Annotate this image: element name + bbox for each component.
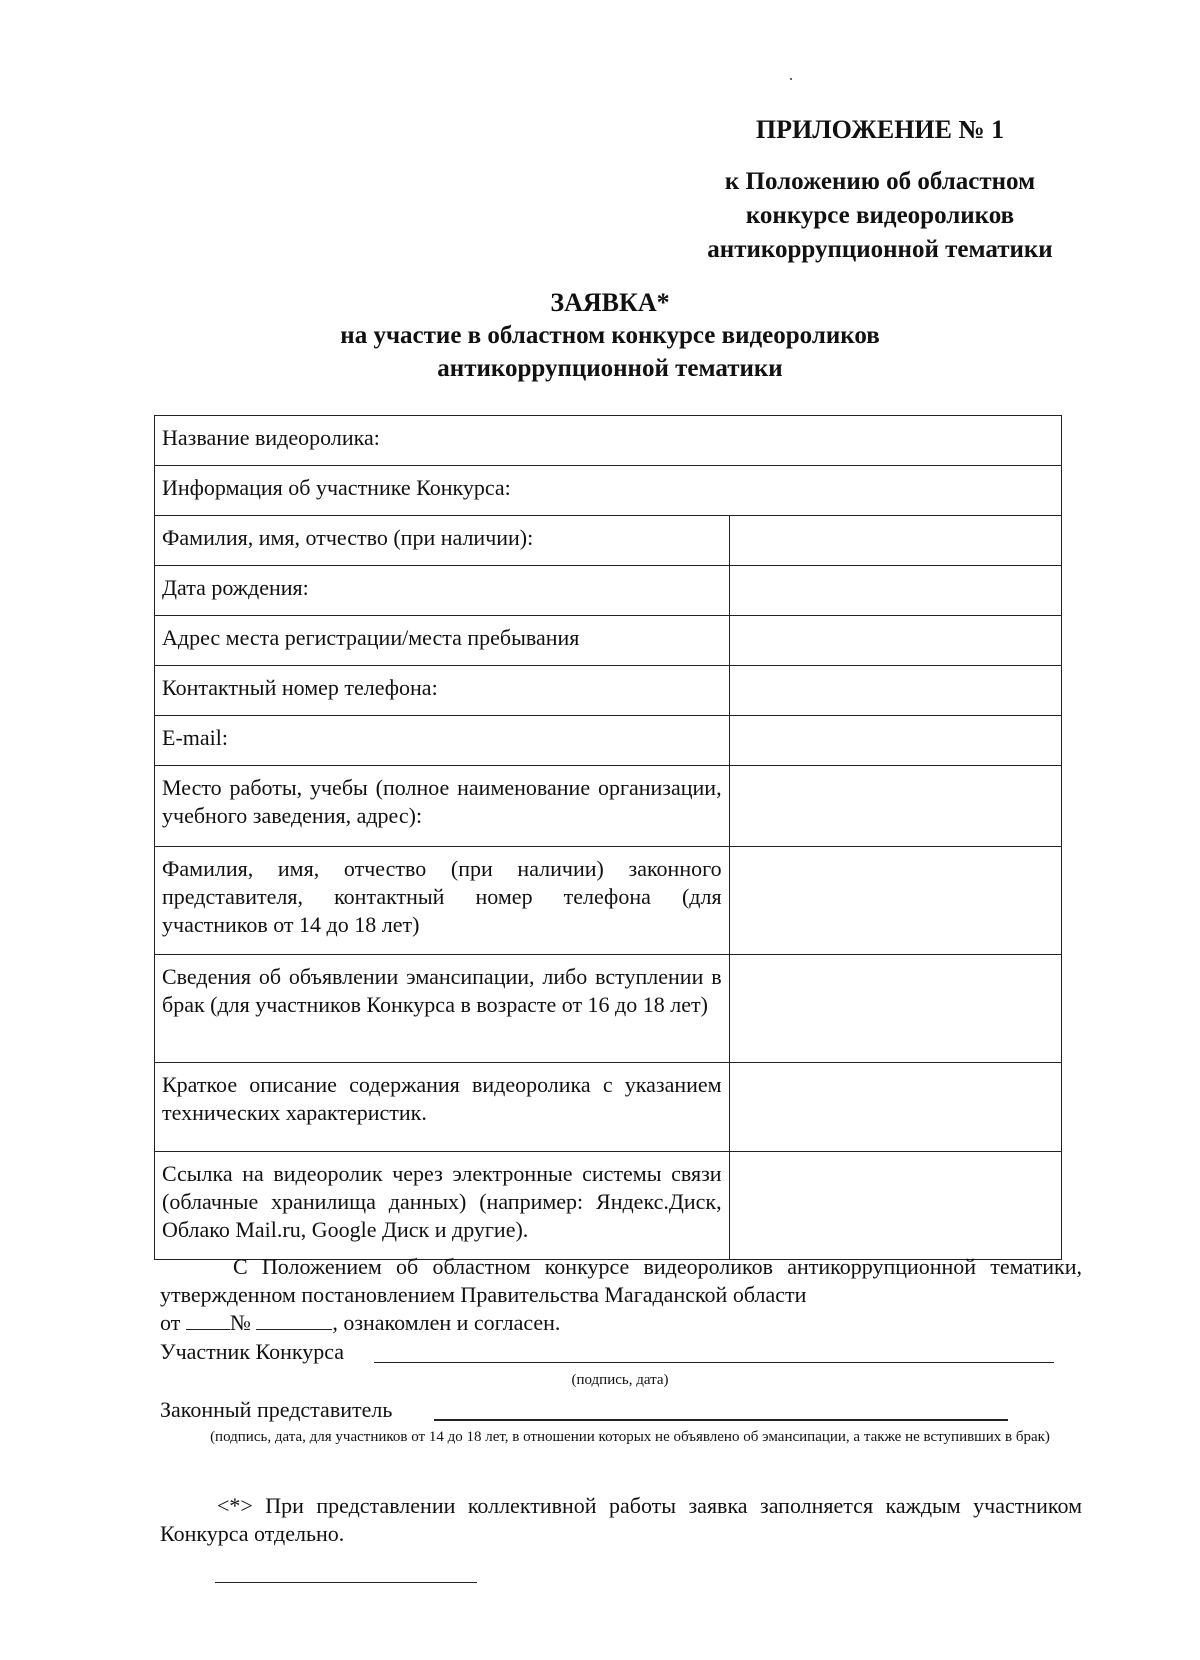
footnote-separator (215, 1582, 477, 1583)
application-heading (150, 287, 1070, 385)
application-form-table (154, 415, 1062, 1260)
consent-paragraph (160, 1253, 1082, 1337)
address-field[interactable] (729, 616, 1061, 666)
scan-speck (790, 78, 792, 80)
table-row (155, 666, 1062, 716)
table-row (155, 766, 1062, 847)
appendix-line-1: к Положению об областном (724, 168, 1036, 195)
table-row (155, 955, 1062, 1063)
full-name-label: Фамилия, имя, отчество (при наличии): (155, 516, 730, 566)
legal-representative-label: Фамилия, имя, отчество (при наличии) законного представителя, контактный номер телефона (для участников от 14 до 18 лет) (155, 847, 730, 955)
birth-date-field[interactable] (729, 566, 1061, 616)
participant-label: Участник Конкурса (160, 1339, 345, 1364)
birth-date-label: Дата рождения: (155, 566, 730, 616)
consent-agreed: , ознакомлен и согласен. (332, 1310, 561, 1335)
representative-label: Законный представитель (160, 1397, 393, 1422)
application-subtitle-2: антикоррупционной тематики (437, 355, 783, 382)
description-field[interactable] (729, 1063, 1061, 1152)
phone-field[interactable] (729, 666, 1061, 716)
table-row (155, 616, 1062, 666)
video-title-cell: Название видеоролика: (155, 416, 1062, 466)
participant-signature-line[interactable] (374, 1362, 1054, 1363)
appendix-block (640, 115, 1120, 267)
consent-decree-line (160, 1309, 1082, 1337)
table-row (155, 466, 1062, 516)
table-row (155, 847, 1062, 955)
representative-signature-line[interactable] (434, 1419, 1008, 1421)
workplace-label: Место работы, учебы (полное наименование организации, учебного заведения, адрес): (155, 766, 730, 847)
email-field[interactable] (729, 716, 1061, 766)
phone-label: Контактный номер телефона: (155, 666, 730, 716)
emancipation-label: Сведения об объявлении эмансипации, либо вступлении в брак (для участников Конкурса в возрасте от 16 до 18 лет) (155, 955, 730, 1063)
application-subtitle-1: на участие в областном конкурсе видеороликов (340, 322, 880, 349)
table-row (155, 716, 1062, 766)
appendix-line-2: конкурсе видеороликов (745, 202, 1015, 229)
workplace-field[interactable] (729, 766, 1061, 847)
table-row (155, 516, 1062, 566)
table-row (155, 1063, 1062, 1152)
appendix-number: ПРИЛОЖЕНИЕ № 1 (755, 115, 1005, 144)
consent-from: от (160, 1310, 181, 1335)
table-row (155, 416, 1062, 466)
description-label: Краткое описание содержания видеоролика с указанием технических характеристик. (155, 1063, 730, 1152)
participant-info-cell: Информация об участнике Конкурса: (155, 466, 1062, 516)
table-row (155, 1152, 1062, 1260)
video-link-field[interactable] (729, 1152, 1061, 1260)
table-row (155, 566, 1062, 616)
application-title: ЗАЯВКА* (550, 288, 670, 317)
footnote (160, 1492, 1082, 1548)
consent-text: С Положением об областном конкурсе видеороликов антикоррупционной тематики, утвержденном постановлением Правительства Магаданской области (160, 1254, 1082, 1307)
decree-date-field[interactable] (186, 1309, 230, 1330)
appendix-line-3: антикоррупционной тематики (707, 236, 1053, 263)
legal-representative-field[interactable] (729, 847, 1061, 955)
video-link-label: Ссылка на видеоролик через электронные системы связи (облачные хранилища данных) (например: Яндекс.Диск, Облако Mail.ru, Google Диск и другие). (155, 1152, 730, 1260)
footnote-text: <*> При представлении коллективной работы заявка заполняется каждым участником Конкурса отдельно. (160, 1493, 1082, 1546)
full-name-field[interactable] (729, 516, 1061, 566)
emancipation-field[interactable] (729, 955, 1061, 1063)
participant-signature-hint: (подпись, дата) (571, 1372, 669, 1388)
representative-signature-hint: (подпись, дата, для участников от 14 до 18 лет, в отношении которых не объявлено об эмансипации, а также не вступивших в брак) (210, 1429, 1050, 1445)
decree-number-field[interactable] (256, 1309, 332, 1330)
address-label: Адрес места регистрации/места пребывания (155, 616, 730, 666)
consent-number-sign: № (229, 1310, 251, 1335)
email-label: E-mail: (155, 716, 730, 766)
